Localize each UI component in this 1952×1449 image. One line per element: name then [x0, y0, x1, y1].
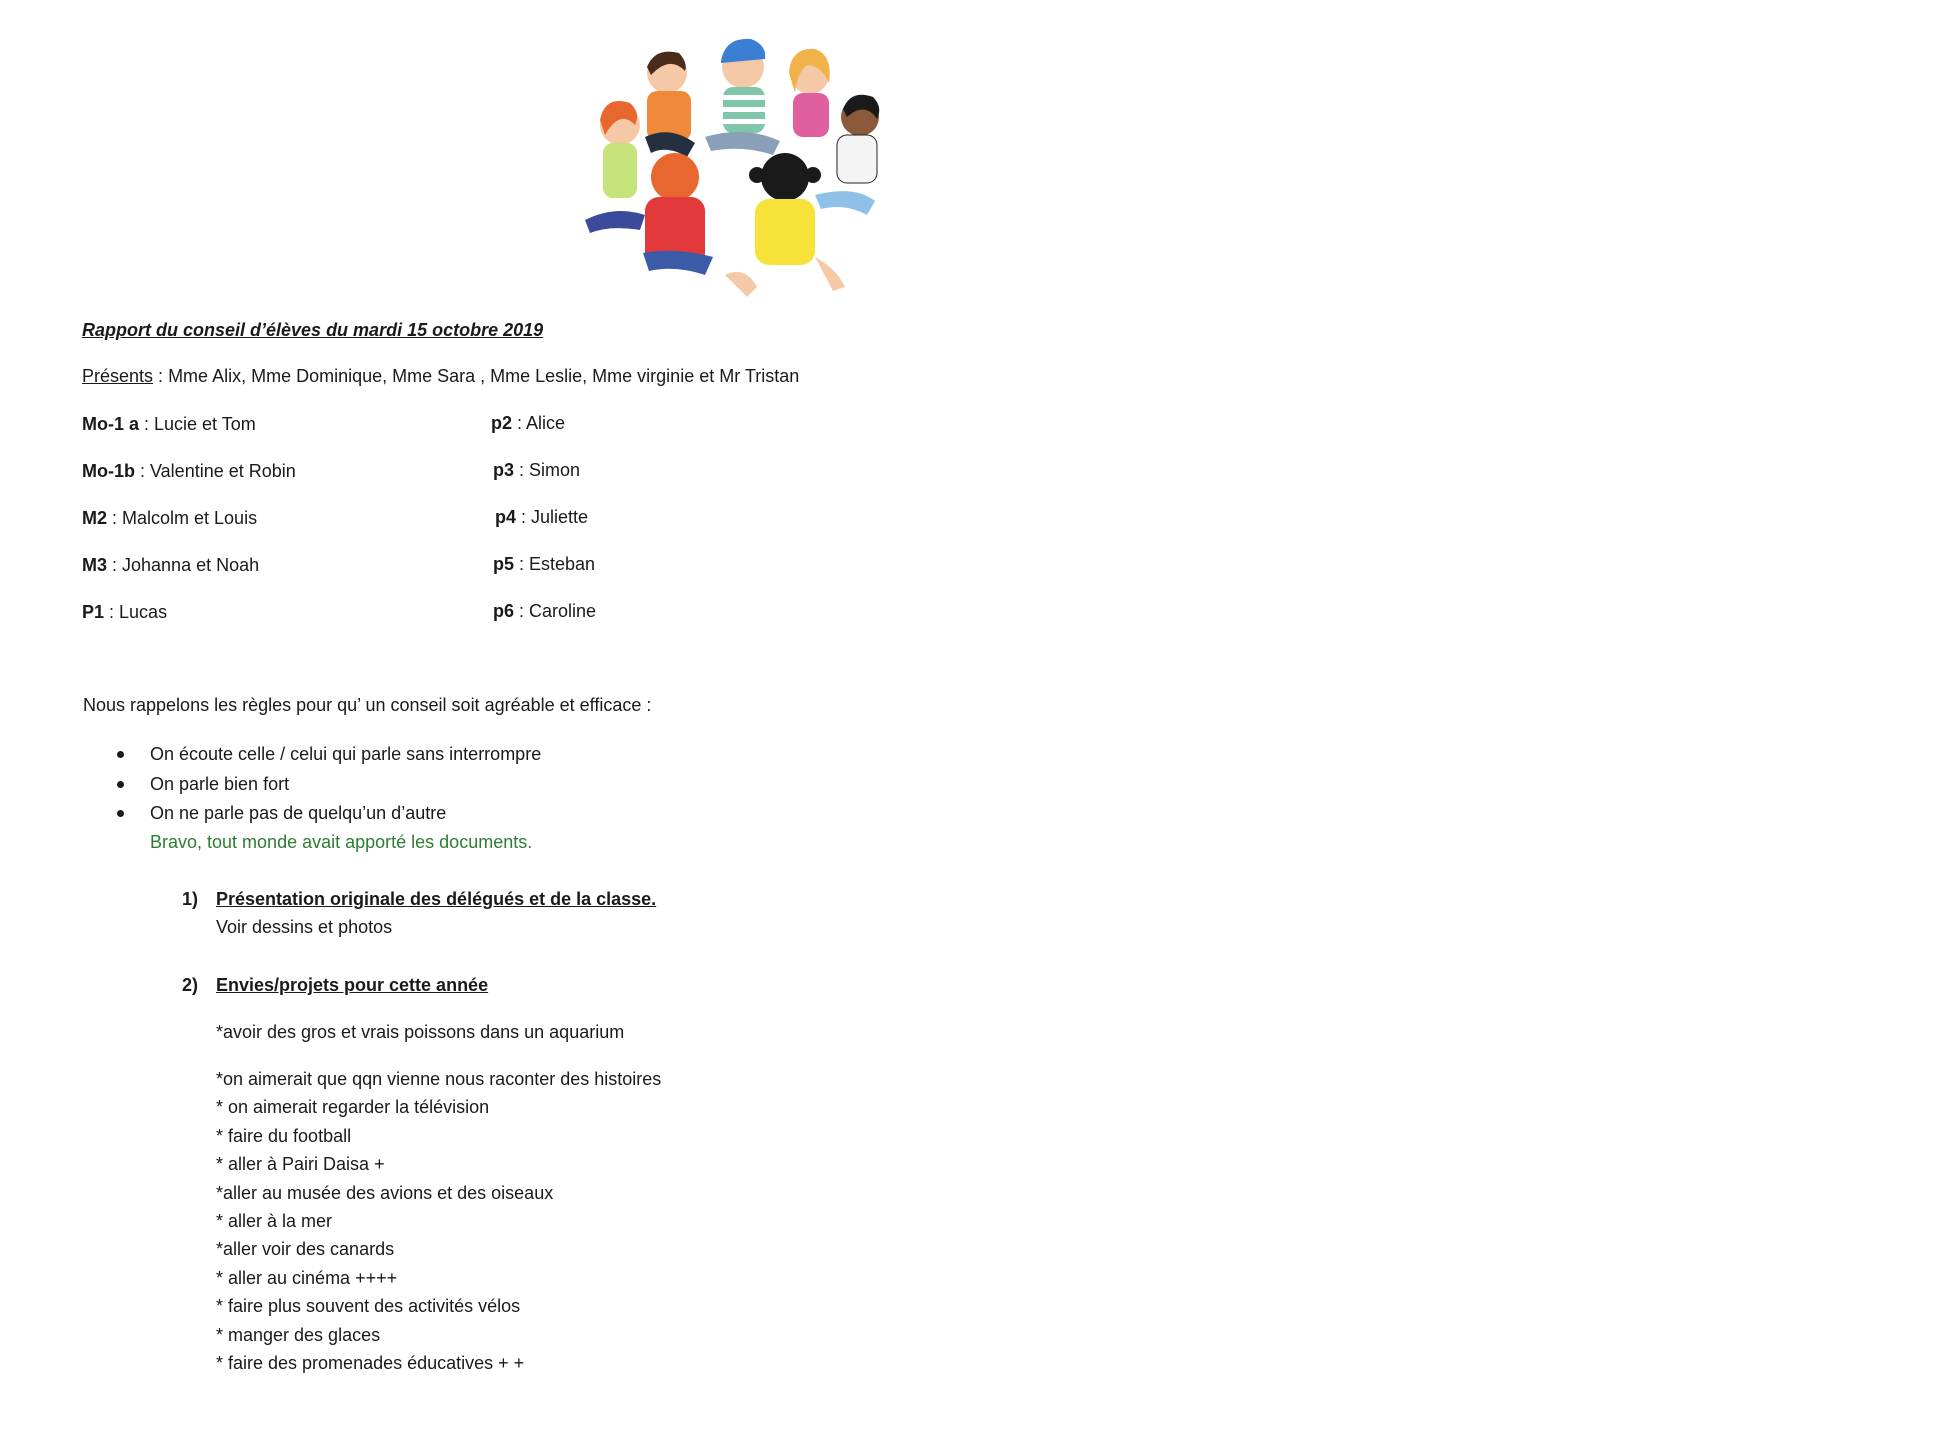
- delegate-entry: [82, 554, 259, 576]
- rules-intro: Nous rappelons les règles pour qu’ un conseil soit agréable et efficace :: [83, 695, 652, 715]
- class-name: M3: [82, 555, 108, 575]
- children-circle-illustration: [575, 25, 920, 320]
- rule-item: On parle bien fort: [150, 774, 290, 794]
- wish-item: * faire plus souvent des activités vélos: [216, 1296, 521, 1316]
- section-text: Voir dessins et photos: [216, 917, 393, 937]
- wish-item: * aller à Pairi Daisa +: [216, 1154, 385, 1174]
- class-name: Mo-1 a: [82, 414, 140, 434]
- delegate-names: : Lucie et Tom: [139, 414, 256, 434]
- class-name: p4: [495, 507, 517, 527]
- delegate-entry: [82, 413, 256, 435]
- delegate-entry: [495, 506, 588, 528]
- child-figure: [705, 39, 780, 155]
- delegate-names: : Esteban: [514, 554, 596, 574]
- attendees-line: [82, 365, 799, 387]
- child-figure: [645, 52, 695, 157]
- delegate-entry: [493, 600, 596, 622]
- wish-item: *aller voir des canards: [216, 1239, 395, 1259]
- delegate-names: : Johanna et Noah: [107, 555, 260, 575]
- delegate-entry: [82, 507, 257, 529]
- class-name: Mo-1b: [82, 461, 135, 481]
- class-name: p5: [493, 554, 515, 574]
- section-number: 2): [182, 975, 199, 995]
- wish-item: *on aimerait que qqn vienne nous raconter des histoires: [216, 1069, 662, 1089]
- child-figure: [643, 153, 713, 275]
- delegate-names: : Lucas: [104, 602, 168, 622]
- attendees-names: Mme Alix, Mme Dominique, Mme Sara , Mme Leslie, Mme virginie et Mr Tristan: [168, 366, 800, 386]
- delegate-names: : Caroline: [514, 601, 597, 621]
- bravo-note: Bravo, tout monde avait apporté les documents.: [150, 832, 533, 852]
- section-title: Envies/projets pour cette année: [216, 975, 489, 995]
- section-number: 1): [182, 889, 199, 909]
- child-figure: [585, 101, 645, 233]
- delegate-entry: [82, 601, 167, 623]
- wish-item: * on aimerait regarder la télévision: [216, 1097, 490, 1117]
- class-name: p3: [493, 460, 515, 480]
- section-title: Présentation originale des délégués et de la classe.: [216, 889, 657, 909]
- delegate-entry: [491, 412, 565, 434]
- child-figure: [725, 153, 845, 297]
- bullet-icon: [117, 781, 124, 788]
- rule-item: On écoute celle / celui qui parle sans interrompre: [150, 744, 542, 764]
- child-figure: [789, 49, 830, 137]
- wish-item: * faire du football: [216, 1126, 352, 1146]
- wish-item: * manger des glaces: [216, 1325, 381, 1345]
- class-name: M2: [82, 508, 108, 528]
- delegate-names: : Malcolm et Louis: [107, 508, 258, 528]
- rule-item: On ne parle pas de quelqu’un d’autre: [150, 803, 447, 823]
- wish-item: *aller au musée des avions et des oiseaux: [216, 1183, 554, 1203]
- wish-item: * faire des promenades éducatives + +: [216, 1353, 525, 1373]
- delegate-entry: [82, 460, 296, 482]
- delegate-entry: [493, 459, 580, 481]
- delegate-names: : Alice: [512, 413, 566, 433]
- bullet-icon: [117, 751, 124, 758]
- wish-item: * aller à la mer: [216, 1211, 333, 1231]
- class-name: P1: [82, 602, 105, 622]
- delegate-names: : Valentine et Robin: [135, 461, 296, 481]
- report-title: Rapport du conseil d’élèves du mardi 15 octobre 2019: [82, 320, 544, 340]
- wish-item: *avoir des gros et vrais poissons dans un aquarium: [216, 1022, 625, 1042]
- bullet-icon: [117, 810, 124, 817]
- delegate-names: : Juliette: [516, 507, 589, 527]
- attendees-separator: :: [153, 366, 169, 386]
- delegate-entry: [493, 553, 595, 575]
- class-name: p6: [493, 601, 515, 621]
- delegate-names: : Simon: [514, 460, 581, 480]
- class-name: p2: [491, 413, 513, 433]
- attendees-label: Présents: [82, 366, 154, 386]
- wish-item: * aller au cinéma ++++: [216, 1268, 398, 1288]
